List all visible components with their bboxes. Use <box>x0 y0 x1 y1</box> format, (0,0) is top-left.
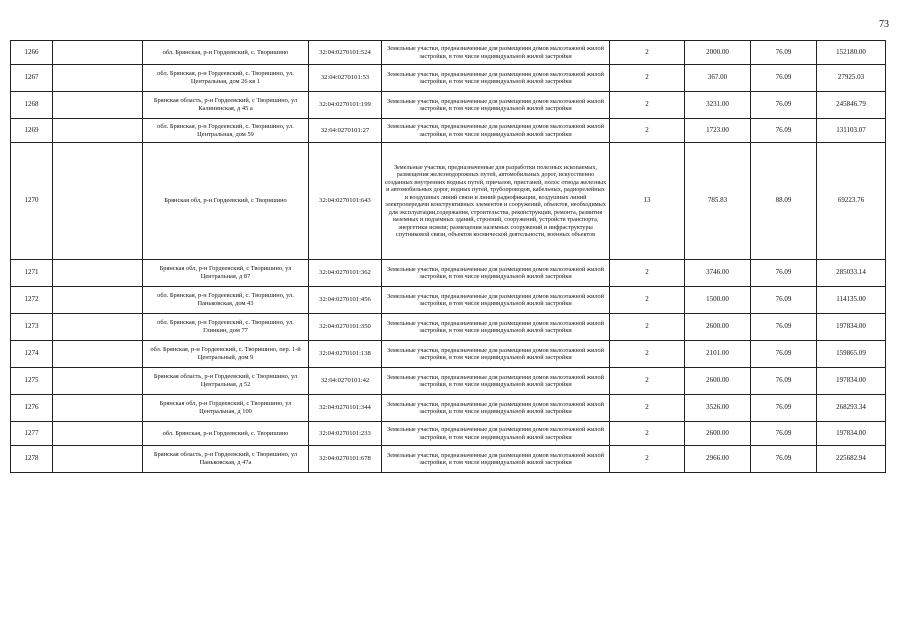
row-address: Брянская область, р-н Гордеевский, с Творишино, ул Центральная, д 52 <box>143 368 309 395</box>
row-specific-value: 76.09 <box>751 65 817 92</box>
row-specific-value: 76.09 <box>751 368 817 395</box>
row-permitted-use: Земельные участки, предназначенные для размещения домов малоэтажной жилой застройки, в том числе индивидуальной жилой застройки <box>382 446 610 473</box>
row-cadastral-number: 32:04:0270101:199 <box>309 92 382 119</box>
row-area: 2600.00 <box>685 422 751 446</box>
row-specific-value: 76.09 <box>751 92 817 119</box>
row-area: 3231.00 <box>685 92 751 119</box>
table-row <box>11 422 886 446</box>
row-specific-value: 76.09 <box>751 395 817 422</box>
row-spacer <box>53 395 143 422</box>
row-number: 1276 <box>11 395 53 422</box>
table-row <box>11 92 886 119</box>
row-permitted-use: Земельные участки, предназначенные для разработки полезных ископаемых, размещения железнодорожных путей, автомобильных дорог, искусственно созданных внутренних водных путей, причалов, пристаней, полос отвода железных и автомобильных дорог, водных путей, трубопроводов, кабельных, радиорелейных и воздушных линий связи и линий радиофикации, воздушных линий электропередачи конструктивных элементов и сооружений, объектов, необходимых для эксплуатации,содержания, строительства, реконструкции, ремонта, развития наземных и подземных зданий, строений, сооружений, устройств транспорта, энергетики исвязи; размещения наземных сооружений и инфраструктуры спутниковой связи, объектов космической деятельности, военных объектов <box>382 143 610 260</box>
row-specific-value: 76.09 <box>751 422 817 446</box>
row-address: Брянская обл, р-н Гордеевский, с Творишино, ул Центральная, д 87 <box>143 260 309 287</box>
row-cadastral-number: 32:04:0270101:42 <box>309 368 382 395</box>
row-specific-value: 76.09 <box>751 341 817 368</box>
cadastral-value-table <box>10 40 886 473</box>
row-cadastral-value: 159865.09 <box>817 341 886 368</box>
row-cadastral-number: 32:04:0270101:344 <box>309 395 382 422</box>
row-permitted-use: Земельные участки, предназначенные для размещения домов малоэтажной жилой застройки, в том числе индивидуальной жилой застройки <box>382 314 610 341</box>
row-number: 1268 <box>11 92 53 119</box>
row-spacer <box>53 422 143 446</box>
row-number: 1275 <box>11 368 53 395</box>
row-area: 367.00 <box>685 65 751 92</box>
row-spacer <box>53 314 143 341</box>
table-row <box>11 41 886 65</box>
row-cadastral-value: 69223.76 <box>817 143 886 260</box>
table-row <box>11 287 886 314</box>
row-permitted-use: Земельные участки, предназначенные для размещения домов малоэтажной жилой застройки, в том числе индивидуальной жилой застройки <box>382 119 610 143</box>
table-row <box>11 143 886 260</box>
row-cadastral-number: 32:04:0270101:643 <box>309 143 382 260</box>
row-cadastral-number: 32:04:0270101:350 <box>309 314 382 341</box>
row-cadastral-value: 285033.14 <box>817 260 886 287</box>
row-cadastral-value: 245846.79 <box>817 92 886 119</box>
row-number: 1266 <box>11 41 53 65</box>
row-address: обл. Брянская, р-н Гордеевский, с. Творишино, ул. Глинкин, дом 77 <box>143 314 309 341</box>
row-area: 1723.00 <box>685 119 751 143</box>
row-number: 1274 <box>11 341 53 368</box>
row-cadastral-value: 152180.00 <box>817 41 886 65</box>
row-cadastral-value: 197834.00 <box>817 422 886 446</box>
row-number: 1272 <box>11 287 53 314</box>
row-address: обл. Брянская, р-н Гордеевский, с. Творишино, ул. Центральная, дом 59 <box>143 119 309 143</box>
row-cadastral-value: 225682.94 <box>817 446 886 473</box>
row-address: обл. Брянская, р-н Гордеевский, с. Творишино, пер. 1-й Центральный, дом 9 <box>143 341 309 368</box>
row-area: 2101.00 <box>685 341 751 368</box>
row-area: 2600.00 <box>685 314 751 341</box>
row-spacer <box>53 446 143 473</box>
row-group-code: 13 <box>610 143 685 260</box>
row-cadastral-value: 197834.00 <box>817 314 886 341</box>
row-address: Брянская обл, р-н Гордеевский, с Творишино <box>143 143 309 260</box>
row-cadastral-value: 131103.07 <box>817 119 886 143</box>
row-address: Брянская область, р-н Гордеевский, с Творишино, ул Калининская, д 45 а <box>143 92 309 119</box>
row-area: 2600.00 <box>685 368 751 395</box>
row-specific-value: 76.09 <box>751 41 817 65</box>
row-number: 1278 <box>11 446 53 473</box>
table-row <box>11 341 886 368</box>
row-specific-value: 76.09 <box>751 119 817 143</box>
table-row <box>11 368 886 395</box>
row-spacer <box>53 260 143 287</box>
row-permitted-use: Земельные участки, предназначенные для размещения домов малоэтажной жилой застройки, в том числе индивидуальной жилой застройки <box>382 422 610 446</box>
row-spacer <box>53 119 143 143</box>
row-group-code: 2 <box>610 395 685 422</box>
row-group-code: 2 <box>610 41 685 65</box>
row-address: обл. Брянская, р-н Гордеевский, с. Творишино <box>143 422 309 446</box>
row-group-code: 2 <box>610 422 685 446</box>
row-cadastral-number: 32:04:0270101:233 <box>309 422 382 446</box>
row-address: Брянская обл, р-н Гордеевский, с Творишино, ул Центральная, д 100 <box>143 395 309 422</box>
row-number: 1270 <box>11 143 53 260</box>
row-cadastral-number: 32:04:0270101:53 <box>309 65 382 92</box>
row-number: 1273 <box>11 314 53 341</box>
row-spacer <box>53 368 143 395</box>
row-group-code: 2 <box>610 341 685 368</box>
row-address: Брянская область, р-н Гордеевский, с Творишино, ул Паньковская, д 47а <box>143 446 309 473</box>
row-area: 785.83 <box>685 143 751 260</box>
row-cadastral-number: 32:04:0270101:524 <box>309 41 382 65</box>
row-cadastral-value: 268293.34 <box>817 395 886 422</box>
row-permitted-use: Земельные участки, предназначенные для размещения домов малоэтажной жилой застройки, в том числе индивидуальной жилой застройки <box>382 92 610 119</box>
row-spacer <box>53 65 143 92</box>
table-body <box>11 41 886 473</box>
row-cadastral-number: 32:04:0270101:362 <box>309 260 382 287</box>
row-area: 1500.00 <box>685 287 751 314</box>
row-group-code: 2 <box>610 92 685 119</box>
table-row <box>11 260 886 287</box>
row-specific-value: 76.09 <box>751 260 817 287</box>
table-row <box>11 395 886 422</box>
row-spacer <box>53 287 143 314</box>
row-specific-value: 76.09 <box>751 446 817 473</box>
row-cadastral-number: 32:04:0270101:678 <box>309 446 382 473</box>
row-address: обл. Брянская, р-н Гордеевский, с. Творишино, ул. Паньковская, дом 43 <box>143 287 309 314</box>
row-spacer <box>53 41 143 65</box>
row-permitted-use: Земельные участки, предназначенные для размещения домов малоэтажной жилой застройки, в том числе индивидуальной жилой застройки <box>382 41 610 65</box>
row-area: 3526.00 <box>685 395 751 422</box>
row-spacer <box>53 92 143 119</box>
row-cadastral-number: 32:04:0270101:138 <box>309 341 382 368</box>
row-permitted-use: Земельные участки, предназначенные для размещения домов малоэтажной жилой застройки, в том числе индивидуальной жилой застройки <box>382 395 610 422</box>
row-specific-value: 76.09 <box>751 314 817 341</box>
table-row <box>11 65 886 92</box>
row-area: 2966.00 <box>685 446 751 473</box>
row-group-code: 2 <box>610 446 685 473</box>
page-number: 73 <box>879 19 889 30</box>
row-cadastral-number: 32:04:0270101:456 <box>309 287 382 314</box>
row-number: 1277 <box>11 422 53 446</box>
row-cadastral-value: 197834.00 <box>817 368 886 395</box>
row-group-code: 2 <box>610 314 685 341</box>
row-address: обл. Брянская, р-н Гордеевский, с. Творишино <box>143 41 309 65</box>
row-cadastral-value: 114135.00 <box>817 287 886 314</box>
row-cadastral-number: 32:04:0270101:27 <box>309 119 382 143</box>
row-permitted-use: Земельные участки, предназначенные для размещения домов малоэтажной жилой застройки, в том числе индивидуальной жилой застройки <box>382 341 610 368</box>
row-specific-value: 76.09 <box>751 287 817 314</box>
row-group-code: 2 <box>610 119 685 143</box>
row-group-code: 2 <box>610 287 685 314</box>
row-group-code: 2 <box>610 65 685 92</box>
row-permitted-use: Земельные участки, предназначенные для размещения домов малоэтажной жилой застройки, в том числе индивидуальной жилой застройки <box>382 260 610 287</box>
row-number: 1271 <box>11 260 53 287</box>
table-row <box>11 446 886 473</box>
table-row <box>11 314 886 341</box>
row-permitted-use: Земельные участки, предназначенные для размещения домов малоэтажной жилой застройки, в том числе индивидуальной жилой застройки <box>382 368 610 395</box>
row-area: 3746.00 <box>685 260 751 287</box>
row-number: 1267 <box>11 65 53 92</box>
row-permitted-use: Земельные участки, предназначенные для размещения домов малоэтажной жилой застройки, в том числе индивидуальной жилой застройки <box>382 287 610 314</box>
row-cadastral-value: 27925.03 <box>817 65 886 92</box>
row-specific-value: 88.09 <box>751 143 817 260</box>
row-group-code: 2 <box>610 260 685 287</box>
row-number: 1269 <box>11 119 53 143</box>
table-row <box>11 119 886 143</box>
row-address: обл. Брянская, р-н Гордеевский, с. Творишино, ул. Центральная, дом 26 кв 1 <box>143 65 309 92</box>
row-spacer <box>53 143 143 260</box>
row-group-code: 2 <box>610 368 685 395</box>
row-permitted-use: Земельные участки, предназначенные для размещения домов малоэтажной жилой застройки, в том числе индивидуальной жилой застройки <box>382 65 610 92</box>
row-spacer <box>53 341 143 368</box>
row-area: 2000.00 <box>685 41 751 65</box>
